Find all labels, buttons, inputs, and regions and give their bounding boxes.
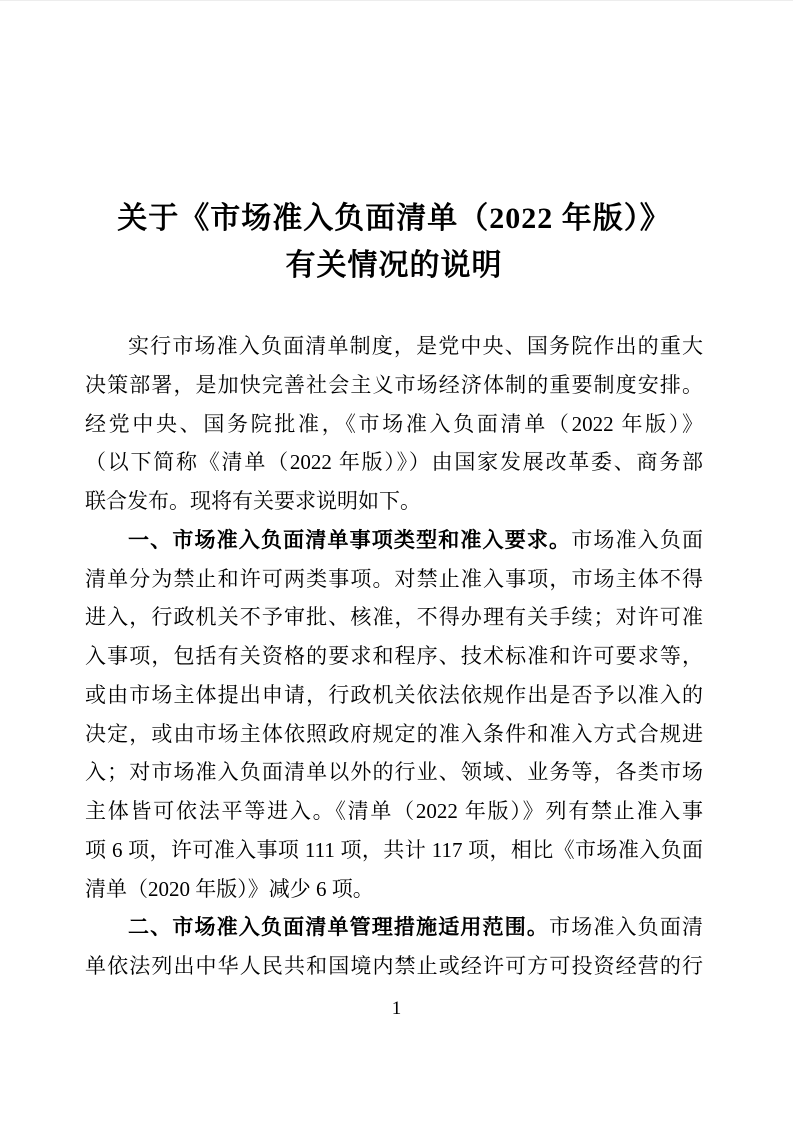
body-text: 实行市场准入负面清单制度，是党中央、国务院作出的重大: [128, 334, 703, 358]
section-heading-text: 二、市场准入负面清单管理措施适用范围。: [128, 916, 550, 940]
text-line: [85, 676, 703, 715]
document-title-line-2: 有关情况的说明: [285, 249, 503, 282]
body-text: 项 6 项，许可准入事项 111 项，共计 117 项，相比《市场准入负面: [85, 837, 703, 862]
document-title: [85, 195, 703, 289]
text-line: [85, 327, 703, 366]
text-line: [85, 908, 703, 947]
text-line: [85, 947, 703, 986]
body-text: 入事项，包括有关资格的要求和程序、技术标准和许可要求等，: [85, 644, 703, 668]
text-line: [85, 405, 703, 444]
document-body: [85, 327, 703, 986]
body-text: 市场准入负面: [571, 527, 703, 552]
body-text: 决定，或由市场主体依照政府规定的准入条件和准入方式合规进: [85, 721, 703, 746]
text-line: [85, 753, 703, 792]
body-text: 联合发布。现将有关要求说明如下。: [85, 489, 421, 513]
text-line: [85, 637, 703, 676]
body-text: 单依法列出中华人民共和国境内禁止或经许可方可投资经营的行: [85, 954, 703, 978]
section-heading-text: 一、市场准入负面清单事项类型和准入要求。: [128, 528, 572, 552]
text-line: [85, 366, 703, 405]
text-line: [85, 831, 703, 870]
text-line: [85, 792, 703, 831]
page-number: 1: [391, 998, 402, 1019]
body-text: 决策部署，是加快完善社会主义市场经济体制的重要制度安排。: [85, 372, 703, 397]
text-line: [85, 870, 703, 909]
text-line: [85, 715, 703, 754]
body-text: （以下简称《清单（2022 年版）》）由国家发展改革委、商务部: [85, 450, 703, 475]
body-text: 入；对市场准入负面清单以外的行业、领域、业务等，各类市场: [85, 760, 703, 785]
body-text: 清单分为禁止和许可两类事项。对禁止准入事项，市场主体不得: [85, 566, 703, 591]
text-line: [85, 521, 703, 560]
body-text: 进入，行政机关不予审批、核准，不得办理有关手续；对许可准: [85, 605, 703, 630]
text-line: [85, 598, 703, 637]
text-line: [85, 560, 703, 599]
text-line: [85, 443, 703, 482]
body-text: 主体皆可依法平等进入。《清单（2022 年版）》列有禁止准入事: [85, 799, 703, 823]
body-text: 经党中央、国务院批准，《市场准入负面清单（2022 年版）》: [85, 411, 703, 436]
text-line: [85, 482, 703, 521]
body-text: 清单（2020 年版）》减少 6 项。: [85, 876, 374, 901]
body-text: 或由市场主体提出申请，行政机关依法依规作出是否予以准入的: [85, 682, 703, 707]
document-title-line-1: 关于《市场准入负面清单（2022 年版）》: [117, 202, 671, 235]
body-text: 市场准入负面清: [549, 915, 703, 940]
